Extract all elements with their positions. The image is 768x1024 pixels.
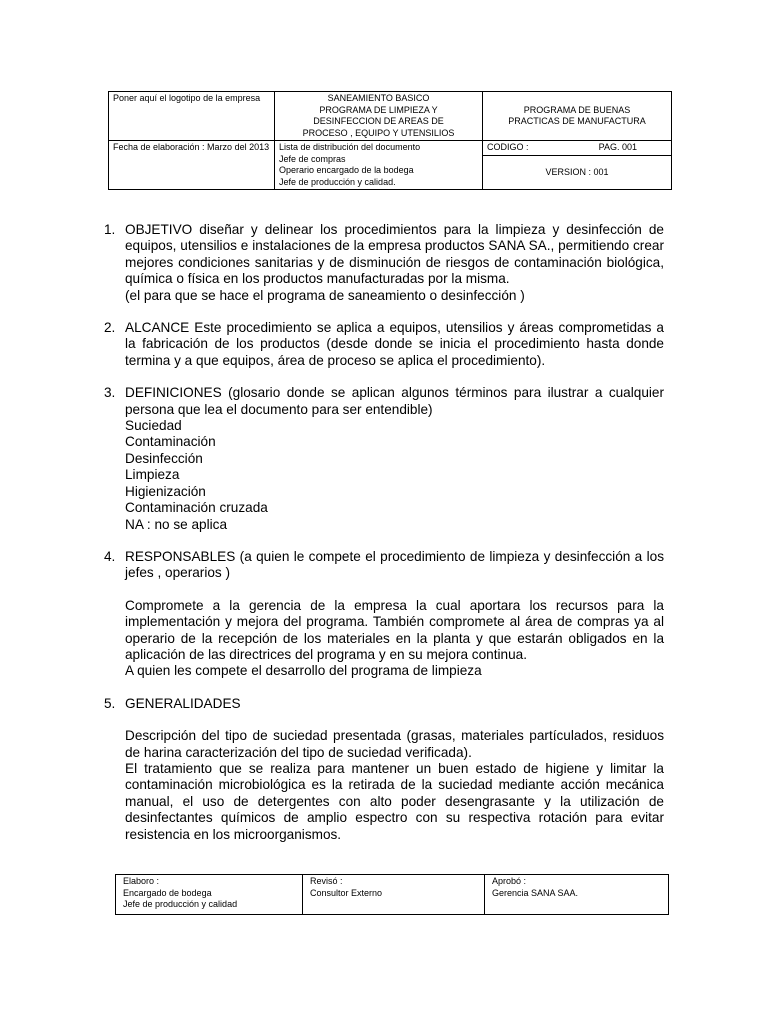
generalidades-paragraph: Descripción del tipo de suciedad presentada (grasas, materiales partículados, residuos de harina caracterización del tipo de suciedad verificada). xyxy=(125,728,664,760)
objetivo-text: OBJETIVO diseñar y delinear los procedimientos para la limpieza y desinfección de equipos, utensilios e instalaciones de la empresa productos SANA SA., permitiendo crear mejores condiciones sanitarias y de disminución de riesgos de contaminación biológica, química o física en los productos manufacturadas por la misma. xyxy=(125,222,664,287)
elaborated-by-cell xyxy=(116,875,303,915)
elaborated-by-value: Encargado de bodega xyxy=(123,887,212,898)
elaborated-by-label: Elaboro : xyxy=(123,876,160,886)
document-title xyxy=(275,92,483,141)
section-number: 4. xyxy=(104,548,116,564)
distribution-line: Jefe de producción y calidad. xyxy=(279,176,396,187)
version-cell: VERSION : 001 xyxy=(483,155,672,190)
distribution-line: Jefe de compras xyxy=(279,153,346,164)
code-label: CODIGO : xyxy=(487,142,529,152)
program-line: PRACTICAS DE MANUFACTURA xyxy=(508,116,646,126)
generalidades-paragraph: El tratamiento que se realiza para mantener un buen estado de higiene y limitar la contaminación microbiológica es la retirada de la suciedad mediante acción mecánica manual, el uso de detergentes con alto poder desengrasante y la utilización de desinfectantes químicos de amplio espectro con su respectiva rotación para evitar resistencia en los microorganismos. xyxy=(125,760,664,842)
responsables-paragraph: Compromete a la gerencia de la empresa la cual aportara los recursos para la implementación y mejora del programa. También compromete al área de compras ya al operario de la recepción de los materiales en la planta y que estarán obligados en la aplicación de las directrices del programa y en su mejora continua. xyxy=(125,597,664,662)
distribution-line: Lista de distribución del documento xyxy=(279,142,421,152)
section-number: 5. xyxy=(104,695,116,711)
page-number: PAG. 001 xyxy=(598,142,637,152)
responsables-last-line: A quien les compete el desarrollo del programa de limpieza xyxy=(125,663,482,679)
reviewed-by-value: Consultor Externo xyxy=(310,887,383,898)
definition-term: NA : no se aplica xyxy=(125,516,228,532)
distribution-list xyxy=(275,141,483,190)
approved-by-value: Gerencia SANA SAA. xyxy=(492,887,579,898)
definition-term: Desinfección xyxy=(125,450,203,466)
definition-term: Suciedad xyxy=(125,418,182,434)
approved-by-cell xyxy=(485,875,669,915)
code-cell xyxy=(483,141,672,156)
program-name xyxy=(483,92,672,141)
responsables-text: RESPONSABLES (a quien le compete el procedimiento de limpieza y desinfección a los jefes , operarios ) xyxy=(125,548,664,581)
definition-term: Limpieza xyxy=(125,467,180,483)
approval-footer-table xyxy=(115,874,669,915)
section-definiciones xyxy=(104,385,664,533)
elaboration-date: Fecha de elaboración : Marzo del 2013 xyxy=(109,141,275,190)
program-line: PROGRAMA DE BUENAS xyxy=(523,104,631,115)
section-number: 2. xyxy=(104,320,116,336)
definition-term: Contaminación cruzada xyxy=(125,500,268,516)
definition-term: Contaminación xyxy=(125,434,216,450)
section-responsables xyxy=(104,549,664,680)
elaborated-by-value: Jefe de producción y calidad xyxy=(123,899,238,909)
definiciones-text: DEFINICIONES (glosario donde se aplican algunos términos para ilustrar a cualquier persona que lea el documento para ser entendible) xyxy=(125,385,664,417)
objetivo-note: (el para que se hace el programa de saneamiento o desinfección ) xyxy=(125,287,525,303)
generalidades-title: GENERALIDADES xyxy=(125,695,241,711)
document-body xyxy=(104,222,664,843)
title-line: SANEAMIENTO BASICO xyxy=(327,93,430,103)
title-line: PROGRAMA DE LIMPIEZA Y xyxy=(319,104,438,115)
approved-by-label: Aprobó : xyxy=(492,876,527,886)
alcance-text: ALCANCE Este procedimiento se aplica a equipos, utensilios y áreas comprometidas a la fabricación de los productos (desde donde se inicia el procedimiento hasta donde termina y a que equipos, área de proceso se aplica el procedimiento). xyxy=(125,320,664,368)
section-objetivo xyxy=(104,222,664,304)
section-number: 1. xyxy=(104,222,116,237)
distribution-line: Operario encargado de la bodega xyxy=(279,165,414,175)
title-line: PROCESO , EQUIPO Y UTENSILIOS xyxy=(302,127,455,138)
reviewed-by-label: Revisó : xyxy=(310,876,343,886)
title-line: DESINFECCION DE AREAS DE xyxy=(313,116,444,126)
definition-term: Higienización xyxy=(125,483,206,499)
reviewed-by-cell xyxy=(303,875,485,915)
document-header-table xyxy=(108,91,672,190)
section-alcance xyxy=(104,320,664,369)
section-number: 3. xyxy=(104,385,116,401)
section-generalidades xyxy=(104,696,664,843)
logo-placeholder: Poner aquí el logotipo de la empresa xyxy=(109,92,275,141)
